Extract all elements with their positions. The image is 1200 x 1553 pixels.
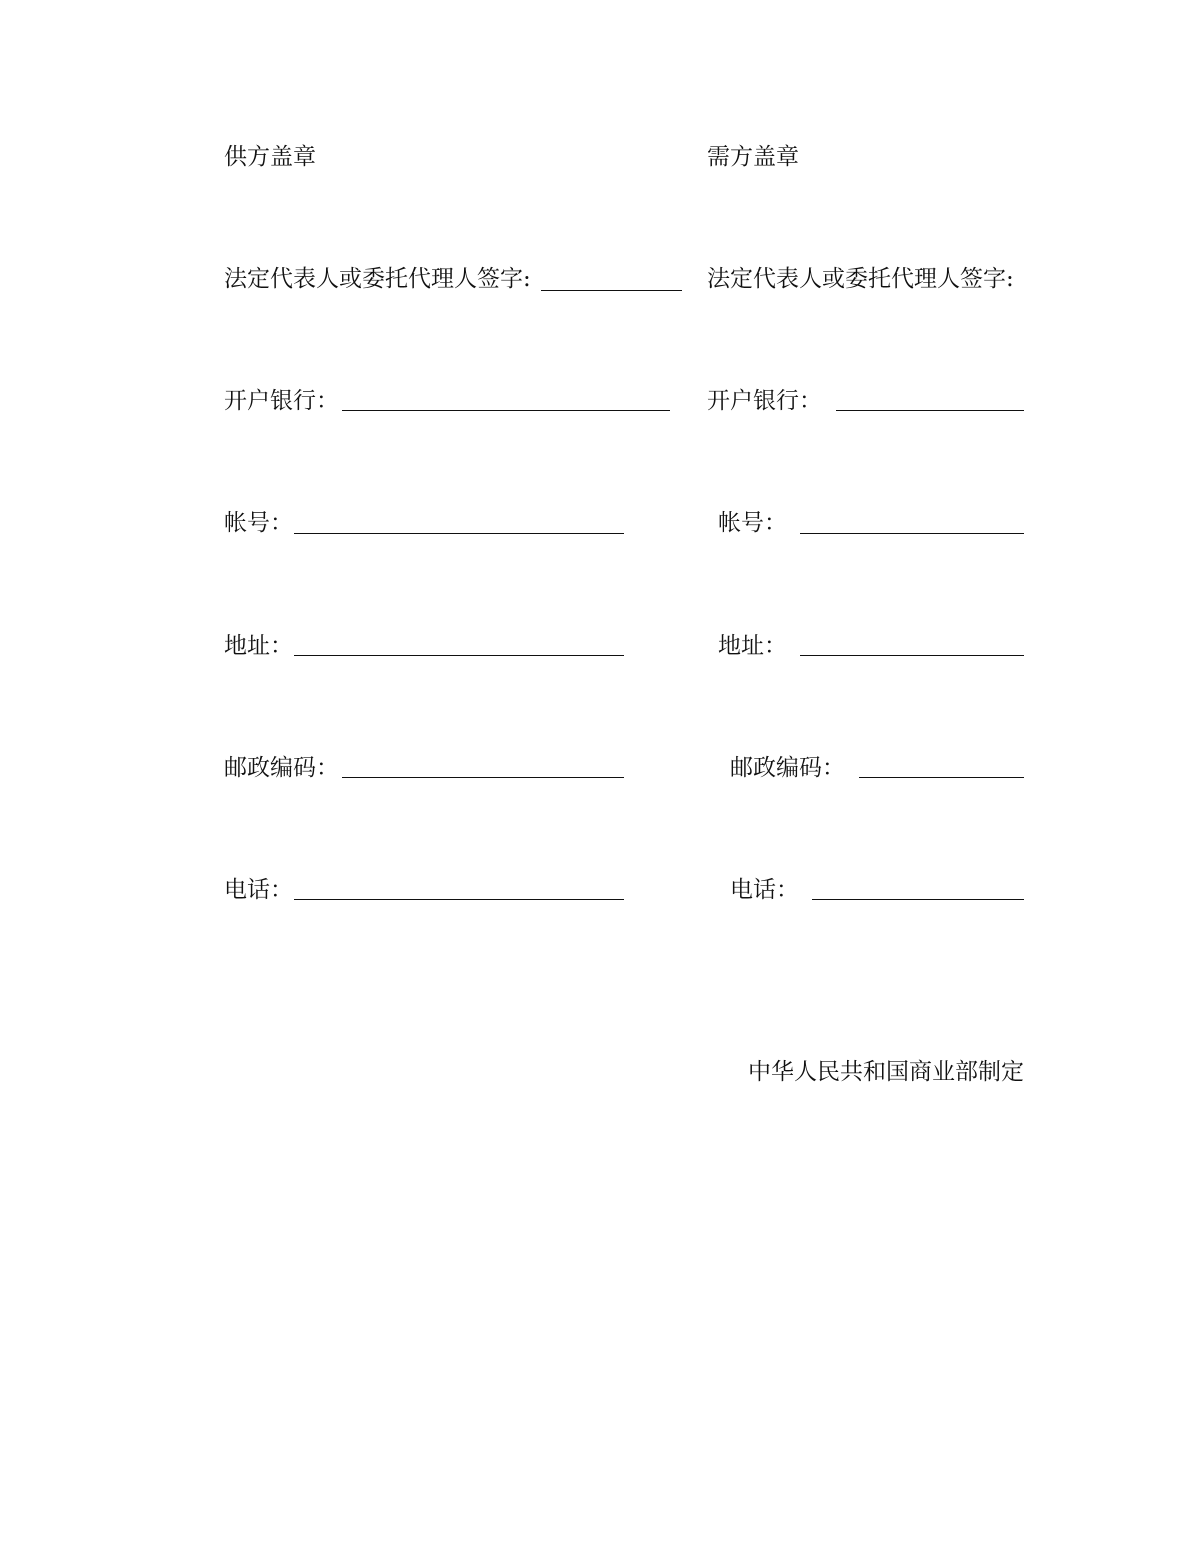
supplier-phone-label: 电话： xyxy=(224,877,293,903)
buyer-bank-line[interactable] xyxy=(836,410,1024,411)
buyer-phone-label: 电话： xyxy=(730,877,799,903)
supplier-seal-label: 供方盖章 xyxy=(224,144,316,170)
supplier-signature-line[interactable] xyxy=(541,290,682,291)
buyer-signature-label: 法定代表人或委托代理人签字: xyxy=(707,266,1014,292)
supplier-postal-line[interactable] xyxy=(342,777,624,778)
supplier-address-line[interactable] xyxy=(294,655,624,656)
buyer-phone-line[interactable] xyxy=(812,899,1024,900)
supplier-address-label: 地址： xyxy=(224,633,293,659)
buyer-address-label: 地址： xyxy=(718,633,787,659)
supplier-account-line[interactable] xyxy=(294,533,624,534)
supplier-bank-line[interactable] xyxy=(342,410,670,411)
supplier-signature-label: 法定代表人或委托代理人签字: xyxy=(224,266,531,292)
supplier-postal-label: 邮政编码： xyxy=(224,755,339,781)
supplier-account-label: 帐号： xyxy=(224,510,293,536)
supplier-phone-line[interactable] xyxy=(294,899,624,900)
buyer-account-line[interactable] xyxy=(800,533,1024,534)
buyer-address-line[interactable] xyxy=(800,655,1024,656)
issuer-note: 中华人民共和国商业部制定 xyxy=(748,1059,1024,1085)
buyer-postal-label: 邮政编码： xyxy=(730,755,845,781)
buyer-postal-line[interactable] xyxy=(859,777,1024,778)
supplier-bank-label: 开户银行： xyxy=(224,388,339,414)
buyer-seal-label: 需方盖章 xyxy=(707,144,799,170)
buyer-account-label: 帐号： xyxy=(718,510,787,536)
buyer-bank-label: 开户银行： xyxy=(707,388,822,414)
